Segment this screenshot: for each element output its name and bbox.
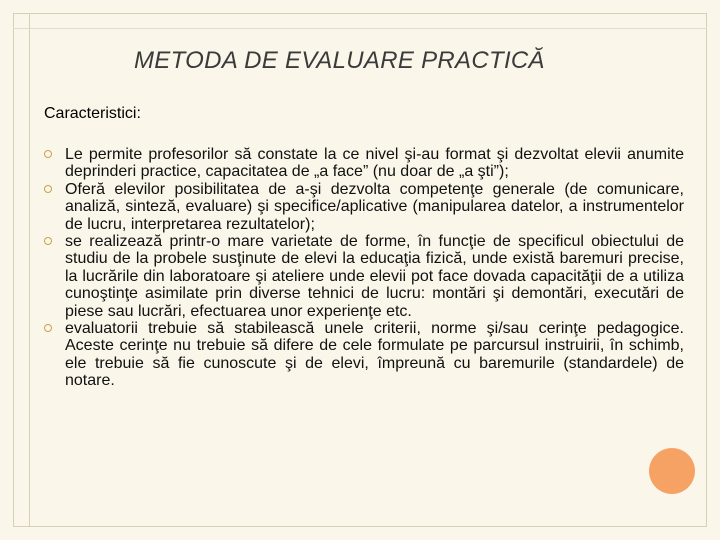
bullet-list <box>44 146 684 390</box>
top-rule-line <box>13 28 707 29</box>
bullet-item <box>44 320 684 390</box>
bullet-item <box>44 181 684 233</box>
decorative-circle <box>649 448 695 494</box>
left-rule-line <box>29 13 30 527</box>
bullet-text: Oferă elevilor posibilitatea de a-şi dezvolta competenţe generale (de comunicare, analiză, sinteză, evaluare) şi specifice/aplicative (manipularea datelor, a instrumentelor de lucru, interpretarea rezultatelor); <box>65 180 684 233</box>
bullet-item <box>44 233 684 320</box>
bullet-text: se realizează printr-o mare varietate de forme, în funcţie de specificul obiectului de studiu de la probele susţinute de elevi la educaţia fizică, unde există baremuri precise, la lucrările din laboratoare şi ateliere unde elevii pot face dovada capacităţii de a utiliza cunoştinţe asimilate prin diverse tehnici de lucru: montări şi demontări, executări de piese sau lucrări, efectuarea unor experienţe etc. <box>65 233 684 320</box>
ring-bullet-icon <box>44 324 52 332</box>
ring-bullet-icon <box>44 237 52 245</box>
bullet-item <box>44 146 684 181</box>
bullet-text: Le permite profesorilor să constate la ce nivel şi-au format şi dezvoltat elevii anumite deprinderi practice, capacitatea de „a face” (nu doar de „a şti”); <box>65 146 684 181</box>
slide-subtitle: Caracteristici: <box>44 105 141 122</box>
ring-bullet-icon <box>44 150 52 158</box>
slide-title: METODA DE EVALUARE PRACTICĂ <box>134 47 545 74</box>
ring-bullet-icon <box>44 185 52 193</box>
bullet-text: evaluatorii trebuie să stabilească unele criterii, norme şi/sau cerinţe pedagogice. Aceste cerinţe nu trebuie să difere de cele formulate pe parcursul instruirii, în schimb, ele trebuie să fie cunoscute şi de elevi, împreună cu baremurile (standardele) de notare. <box>65 320 684 390</box>
